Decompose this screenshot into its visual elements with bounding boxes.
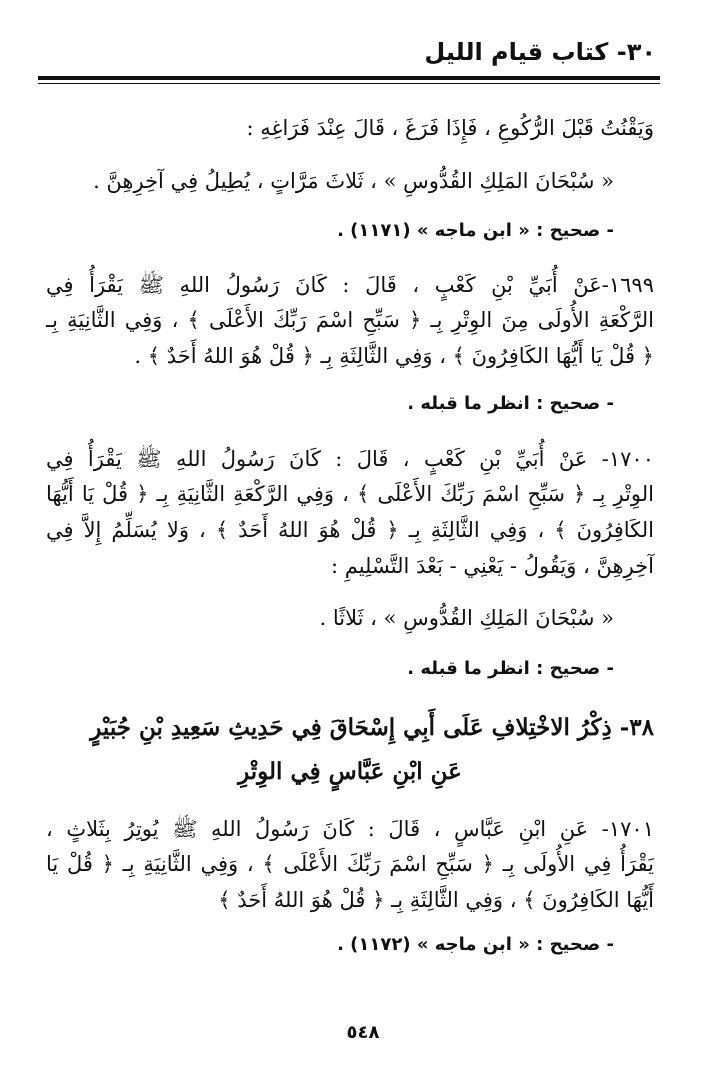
hadith-1699-line: ١٦٩٩-عَنْ أُبَيِّ بْنِ كَعْبٍ ، قَالَ : كَانَ رَسُولُ اللهِ ﷺ يَقْرَأُ فِي (46, 273, 654, 297)
grading-line: - صحيح : « ابن ماجه » (١١٧٢) . (337, 934, 614, 955)
hadith-1701-line: يَقْرَأُ فِي الأُولَى بِـ ﴿ سَبِّحِ اسْمَ رَبِّكَ الأَعْلَى ﴾ ، وَفِي الثَّانِيَةِ بِـ ﴿ قُلْ يَا (46, 852, 654, 876)
running-header (40, 36, 656, 74)
hadith-1700-line: ١٧٠٠- عَنْ أُبَيِّ بْنِ كَعْبٍ ، قَالَ : كَانَ رَسُولُ اللهِ ﷺ يَقْرَأُ فِي (46, 447, 654, 471)
section-heading: ٣٨- ذِكْرُ الاخْتِلافِ عَلَى أَبِي إِسْحَاقَ فِي حَدِيثِ سَعِيدِ بْنِ جُبَيْرٍ (90, 714, 654, 741)
chapter-title: ٣٠- كتاب قيام الليل (424, 38, 656, 66)
hadith-1701-line: أَيُّهَا الكَافِرُونَ ﴾ ، وَفِي الثَّالِثَةِ بِـ ﴿ قُلْ هُوَ اللهُ أَحَدٌ ﴾ (218, 888, 654, 912)
grading-line: - صحيح : انظر ما قبله . (407, 393, 614, 414)
hadith-1700-line: الكَافِرُونَ ﴾ ، وَفِي الثَّالِثَةِ بِـ ﴿ قُلْ هُوَ اللهُ أَحَدٌ ﴾ ، وَلا يُسَلِّمُ إِلاَّ فِي (46, 518, 654, 542)
hadith-1700-line: الوِتْرِ بِـ ﴿ سَبِّحِ اسْمَ رَبِّكَ الأَعْلَى ﴾ ، وَفِي الرَّكْعَةِ الثَّانِيَةِ بِـ ﴿ قُلْ يَا أَيُّهَا (46, 482, 654, 506)
hadith-1699-line: الرَّكْعَةِ الأُولَى مِنَ الوِتْرِ بِـ ﴿ سَبِّحِ اسْمَ رَبِّكَ الأَعْلَى ﴾ ، وَفِي الثَّانِيَةِ بِـ (46, 308, 654, 332)
page-number: ٥٤٨ (346, 1022, 380, 1043)
header-rule-thin (38, 83, 660, 84)
hadith-1701-line: ١٧٠١- عَنِ ابْنِ عَبَّاسٍ ، قَالَ : كَانَ رَسُولُ اللهِ ﷺ يُوتِرُ بِثَلاثٍ ، (46, 817, 654, 841)
grading-line: - صحيح : « ابن ماجه » (١١٧١) . (337, 220, 614, 241)
text-line: وَيَقْنُتُ قَبْلَ الرُّكُوعِ ، فَإِذَا فَرَغَ ، قَالَ عِنْدَ فَرَاغِهِ : (246, 116, 654, 140)
hadith-1700-line: آخِرِهِنَّ ، وَيَقُولُ - يَعْنِي - بَعْدَ التَّسْلِيمِ : (330, 554, 654, 578)
text-line: « سُبْحَانَ المَلِكِ القُدُّوسِ » ، ثَلاثًا . (319, 606, 614, 630)
text-line: « سُبْحَانَ المَلِكِ القُدُّوسِ » ، ثَلاثَ مَرَّاتٍ ، يُطِيلُ فِي آخِرِهِنَّ . (93, 169, 614, 193)
grading-line: - صحيح : انظر ما قبله . (407, 658, 614, 679)
section-heading-continued: عَنِ ابْنِ عَبَّاسٍ فِي الوِتْرِ (238, 758, 462, 785)
hadith-1699-line: ﴿ قُلْ يَا أَيُّهَا الكَافِرُونَ ﴾ ، وَفِي الثَّالِثَةِ بِـ ﴿ قُلْ هُوَ اللهُ أَحَدٌ ﴾ . (134, 344, 654, 368)
header-rule-thick (38, 76, 660, 80)
